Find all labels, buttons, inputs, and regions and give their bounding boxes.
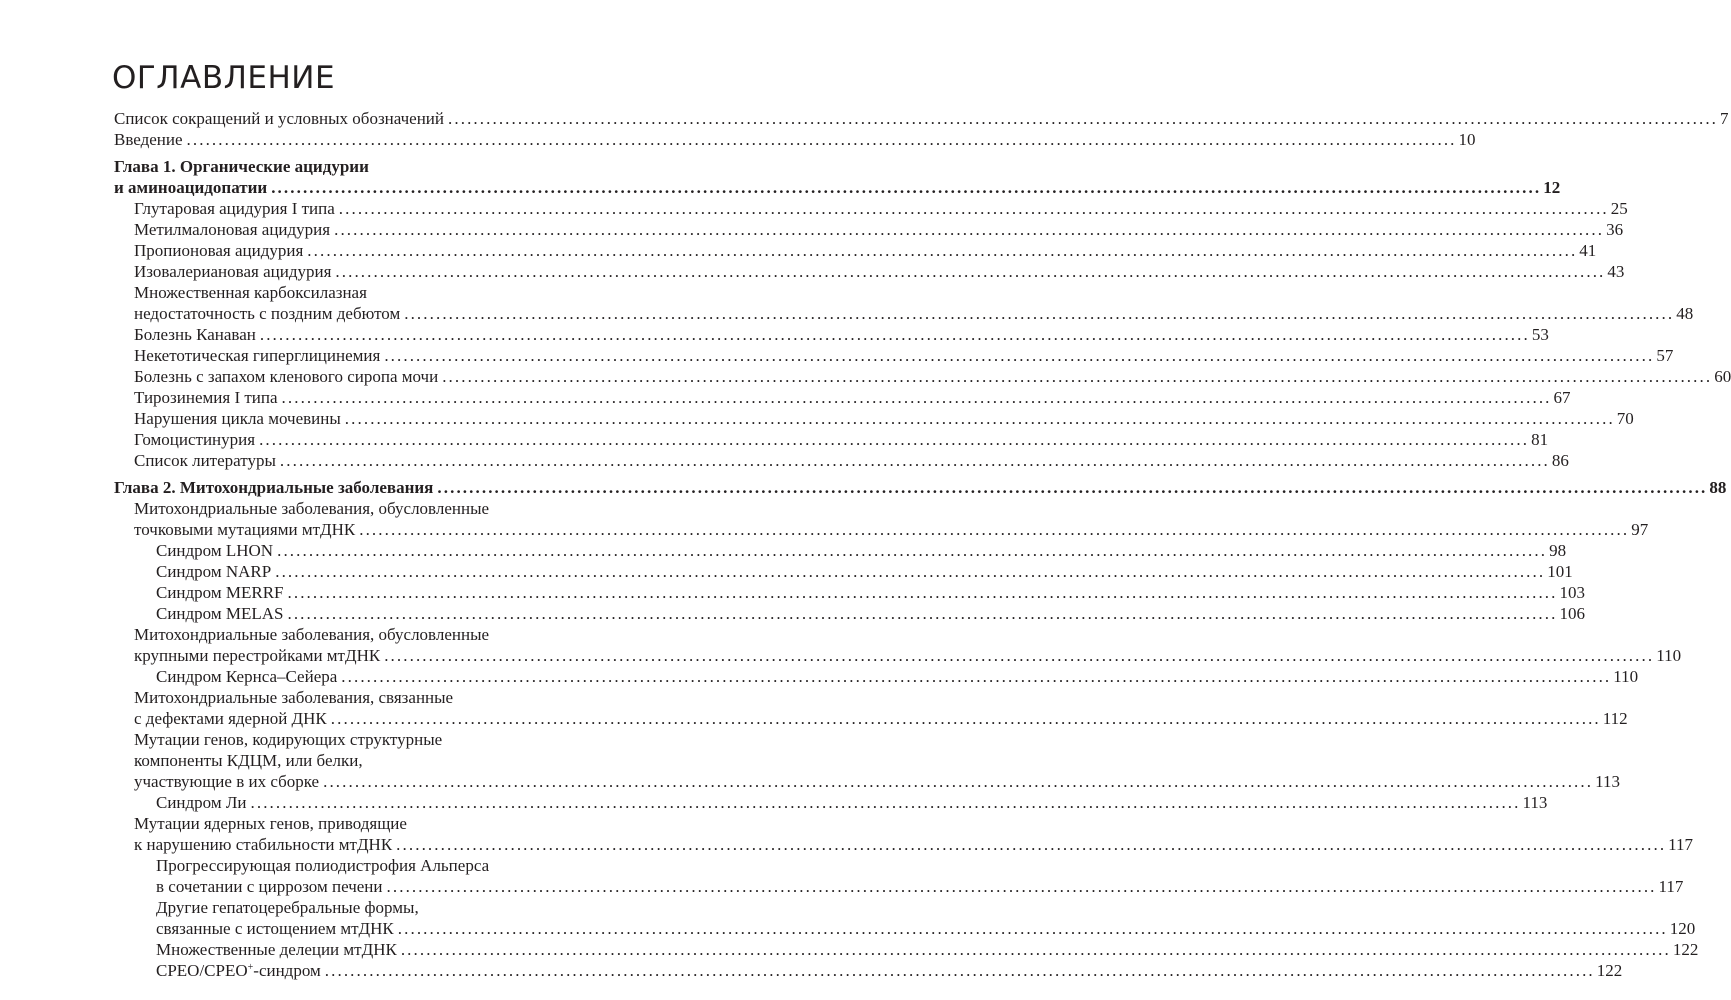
toc-entry-line xyxy=(114,519,1649,540)
toc-entry-line xyxy=(114,645,1682,666)
toc-entry-title: участвующие в их сборке xyxy=(134,772,320,791)
toc-entry-title: Множественные делеции мтДНК xyxy=(156,940,397,959)
toc-entry-title: Нарушения цикла мочевины xyxy=(134,409,341,428)
toc-entry-line xyxy=(114,219,1624,240)
page-number: 101 xyxy=(1547,562,1573,581)
toc-entry-title: Болезнь с запахом кленового сиропа мочи xyxy=(134,367,439,386)
page-number: 103 xyxy=(1559,583,1585,602)
dot-leader: ........................................................................................................................................................................................................ xyxy=(324,961,1595,980)
page-number: 97 xyxy=(1631,520,1649,539)
toc-entry xyxy=(114,855,1684,897)
dot-leader: ........................................................................................................................................................................................................ xyxy=(287,604,1558,623)
dot-leader: ........................................................................................................................................................................................................ xyxy=(250,793,1521,812)
toc-entry xyxy=(114,408,1634,429)
page-number: 117 xyxy=(1658,877,1684,896)
dot-leader: ........................................................................................................................................................................................................ xyxy=(335,262,1606,281)
toc-entry xyxy=(114,666,1639,687)
toc-entry xyxy=(114,198,1628,219)
toc-entry-line xyxy=(114,429,1549,450)
toc-entry-line xyxy=(114,261,1625,282)
toc-entry-line xyxy=(114,324,1549,345)
toc-entry-title: Некетотическая гиперглицинемия xyxy=(134,346,381,365)
dot-leader: ........................................................................................................................................................................................................ xyxy=(186,130,1457,149)
page-number: 25 xyxy=(1610,199,1628,218)
toc-entry xyxy=(114,687,1628,729)
page-number: 120 xyxy=(1669,919,1696,938)
page-number: 67 xyxy=(1553,388,1571,407)
toc-entry-line xyxy=(114,960,1623,981)
dot-leader: ........................................................................................................................................................................................................ xyxy=(277,541,1548,560)
page-title: ОГЛАВЛЕНИЕ xyxy=(112,60,336,96)
toc-entry-line xyxy=(114,603,1585,624)
page-number: 110 xyxy=(1613,667,1639,686)
dot-leader: ........................................................................................................................................................................................................ xyxy=(448,109,1719,128)
toc-entry xyxy=(114,261,1625,282)
toc-entry-title: связанные с истощением мтДНК xyxy=(156,919,394,938)
page-number: 43 xyxy=(1607,262,1625,281)
page-number: 113 xyxy=(1522,793,1548,812)
page-number: 122 xyxy=(1672,940,1699,959)
toc-entry-title: Глутаровая ацидурия I типа xyxy=(134,199,335,218)
toc-entry xyxy=(114,498,1649,540)
toc-entry-title: Глава 2. Митохондриальные заболевания xyxy=(114,478,434,497)
toc-entry xyxy=(114,960,1623,981)
toc-entry-title: с дефектами ядерной ДНК xyxy=(134,709,327,728)
toc-entry-title-line: Митохондриальные заболевания, обусловленные xyxy=(134,499,490,518)
toc-entry-line xyxy=(114,450,1569,471)
toc-entry xyxy=(114,939,1699,960)
toc-entry-title: точковыми мутациями мтДНК xyxy=(134,520,356,539)
toc-entry-title: в сочетании с циррозом печени xyxy=(156,877,383,896)
toc-entry-title-line: Митохондриальные заболевания, связанные xyxy=(134,688,454,707)
toc-entry-line xyxy=(114,387,1571,408)
toc-entry xyxy=(114,387,1571,408)
toc-entry-title: Список сокращений и условных обозначений xyxy=(114,109,445,128)
toc-entry-line xyxy=(114,666,1639,687)
dot-leader: ........................................................................................................................................................................................................ xyxy=(338,199,1609,218)
toc-entry xyxy=(114,540,1567,561)
page-number: 110 xyxy=(1656,646,1682,665)
dot-leader: ........................................................................................................................................................................................................ xyxy=(307,241,1578,260)
page-number: 53 xyxy=(1531,325,1549,344)
toc-entry-title-line: Множественная карбоксилазная xyxy=(134,283,367,302)
page-number: 86 xyxy=(1551,451,1569,470)
dot-leader: ........................................................................................................................................................................................................ xyxy=(400,940,1671,959)
toc-entry-title: Синдром Ли xyxy=(156,793,247,812)
toc-entry-line xyxy=(114,408,1634,429)
toc-entry-title: крупными перестройками мтДНК xyxy=(134,646,381,665)
toc-entry-line xyxy=(114,177,1561,198)
toc-page xyxy=(112,58,1731,981)
page-number: 41 xyxy=(1579,241,1597,260)
toc-list xyxy=(114,108,1731,981)
dot-leader: ........................................................................................................................................................................................................ xyxy=(396,835,1667,854)
page-number: 122 xyxy=(1596,961,1623,980)
toc-entry xyxy=(114,624,1682,666)
toc-entry-title: Метилмалоновая ацидурия xyxy=(134,220,331,239)
toc-entry xyxy=(114,450,1569,471)
toc-entry-line xyxy=(114,198,1628,219)
toc-entry-line xyxy=(114,561,1573,582)
toc-entry xyxy=(114,429,1549,450)
toc-entry-line xyxy=(114,345,1674,366)
toc-entry-title: Изовалериановая ацидурия xyxy=(134,262,332,281)
toc-entry-title-part: -синдром xyxy=(253,961,321,980)
toc-entry-line xyxy=(114,240,1597,261)
toc-entry xyxy=(114,108,1729,129)
toc-entry xyxy=(114,813,1694,855)
toc-entry xyxy=(114,219,1624,240)
toc-entry-title: к нарушению стабильности мтДНК xyxy=(134,835,393,854)
dot-leader: ........................................................................................................................................................................................................ xyxy=(334,220,1605,239)
toc-entry-line xyxy=(114,792,1548,813)
dot-leader: ........................................................................................................................................................................................................ xyxy=(384,346,1655,365)
toc-entry xyxy=(114,129,1476,150)
page-number: 57 xyxy=(1656,346,1674,365)
toc-entry xyxy=(114,561,1573,582)
dot-leader: ........................................................................................................................................................................................................ xyxy=(279,451,1550,470)
page-number: 112 xyxy=(1602,709,1628,728)
toc-entry xyxy=(114,366,1731,387)
toc-entry xyxy=(114,477,1727,498)
dot-leader: ........................................................................................................................................................................................................ xyxy=(271,178,1542,197)
toc-entry-title: Список литературы xyxy=(134,451,276,470)
toc-entry xyxy=(114,603,1585,624)
toc-entry xyxy=(114,156,1561,198)
dot-leader: ........................................................................................................................................................................................................ xyxy=(341,667,1612,686)
page-number: 98 xyxy=(1549,541,1567,560)
toc-entry-title-line: Другие гепатоцеребральные формы, xyxy=(156,898,419,917)
toc-entry-title: Пропионовая ацидурия xyxy=(134,241,304,260)
toc-entry-line xyxy=(114,366,1731,387)
dot-leader: ........................................................................................................................................................................................................ xyxy=(281,388,1552,407)
toc-entry-title: Синдром MELAS xyxy=(156,604,284,623)
page-number: 60 xyxy=(1714,367,1731,386)
toc-entry-title-line: Прогрессирующая полиодистрофия Альперса xyxy=(156,856,490,875)
page-number: 36 xyxy=(1606,220,1624,239)
toc-entry-title: Синдром NARP xyxy=(156,562,272,581)
page-number: 48 xyxy=(1676,304,1694,323)
toc-entry-title-line: Мутации ядерных генов, приводящие xyxy=(134,814,407,833)
toc-entry-title-line: компоненты КДЦМ, или белки, xyxy=(134,751,363,770)
toc-entry-title: недостаточность с поздним дебютом xyxy=(134,304,401,323)
toc-entry-title: Синдром MERRF xyxy=(156,583,284,602)
superscript-plus: + xyxy=(247,962,254,973)
toc-entry-line xyxy=(114,918,1696,939)
toc-entry-line xyxy=(114,129,1476,150)
dot-leader: ........................................................................................................................................................................................................ xyxy=(287,583,1558,602)
toc-entry xyxy=(114,792,1548,813)
toc-entry-title-line: Мутации генов, кодирующих структурные xyxy=(134,730,443,749)
toc-entry-title: Тирозинемия I типа xyxy=(134,388,278,407)
toc-entry-title xyxy=(156,960,321,981)
page-number: 88 xyxy=(1709,478,1727,497)
dot-leader: ........................................................................................................................................................................................................ xyxy=(397,919,1668,938)
dot-leader: ........................................................................................................................................................................................................ xyxy=(323,772,1594,791)
toc-entry-title: Синдром LHON xyxy=(156,541,274,560)
dot-leader: ........................................................................................................................................................................................................ xyxy=(330,709,1601,728)
toc-entry-line xyxy=(114,303,1694,324)
page-number: 117 xyxy=(1668,835,1694,854)
page-number: 81 xyxy=(1531,430,1549,449)
toc-entry-title-line: Глава 1. Органические ацидурии xyxy=(114,157,369,176)
toc-entry-title: Болезнь Канаван xyxy=(134,325,256,344)
toc-entry xyxy=(114,729,1620,792)
page-number: 113 xyxy=(1595,772,1620,791)
dot-leader: ........................................................................................................................................................................................................ xyxy=(344,409,1615,428)
toc-entry-line xyxy=(114,582,1585,603)
toc-entry-title-part: CPEO/CPEO xyxy=(156,961,248,980)
dot-leader: ........................................................................................................................................................................................................ xyxy=(275,562,1546,581)
toc-entry-line xyxy=(114,540,1567,561)
toc-entry-line xyxy=(114,771,1620,792)
dot-leader: ........................................................................................................................................................................................................ xyxy=(437,478,1708,497)
toc-entry-line xyxy=(114,477,1727,498)
toc-entry xyxy=(114,345,1674,366)
toc-entry-title: Гомоцистинурия xyxy=(134,430,256,449)
page-number: 10 xyxy=(1458,130,1476,149)
toc-entry-line xyxy=(114,939,1699,960)
dot-leader: ........................................................................................................................................................................................................ xyxy=(442,367,1713,386)
toc-entry-line xyxy=(114,876,1684,897)
dot-leader: ........................................................................................................................................................................................................ xyxy=(259,430,1530,449)
page-number: 12 xyxy=(1543,178,1561,197)
toc-entry-title: и аминоацидопатии xyxy=(114,178,268,197)
page-number: 7 xyxy=(1720,109,1729,128)
toc-entry xyxy=(114,582,1585,603)
toc-entry xyxy=(114,282,1694,324)
dot-leader: ........................................................................................................................................................................................................ xyxy=(259,325,1530,344)
page-number: 70 xyxy=(1616,409,1634,428)
toc-entry xyxy=(114,240,1597,261)
toc-entry-line xyxy=(114,108,1729,129)
page-number: 106 xyxy=(1559,604,1585,623)
dot-leader: ........................................................................................................................................................................................................ xyxy=(384,646,1655,665)
dot-leader: ........................................................................................................................................................................................................ xyxy=(386,877,1657,896)
toc-entry-title: Введение xyxy=(114,130,183,149)
dot-leader: ........................................................................................................................................................................................................ xyxy=(359,520,1630,539)
toc-entry xyxy=(114,897,1696,939)
toc-entry xyxy=(114,324,1549,345)
toc-entry-title-line: Митохондриальные заболевания, обусловленные xyxy=(134,625,490,644)
toc-entry-line xyxy=(114,834,1694,855)
toc-entry-line xyxy=(114,708,1628,729)
dot-leader: ........................................................................................................................................................................................................ xyxy=(404,304,1675,323)
toc-entry-title: Синдром Кернса–Сейера xyxy=(156,667,338,686)
